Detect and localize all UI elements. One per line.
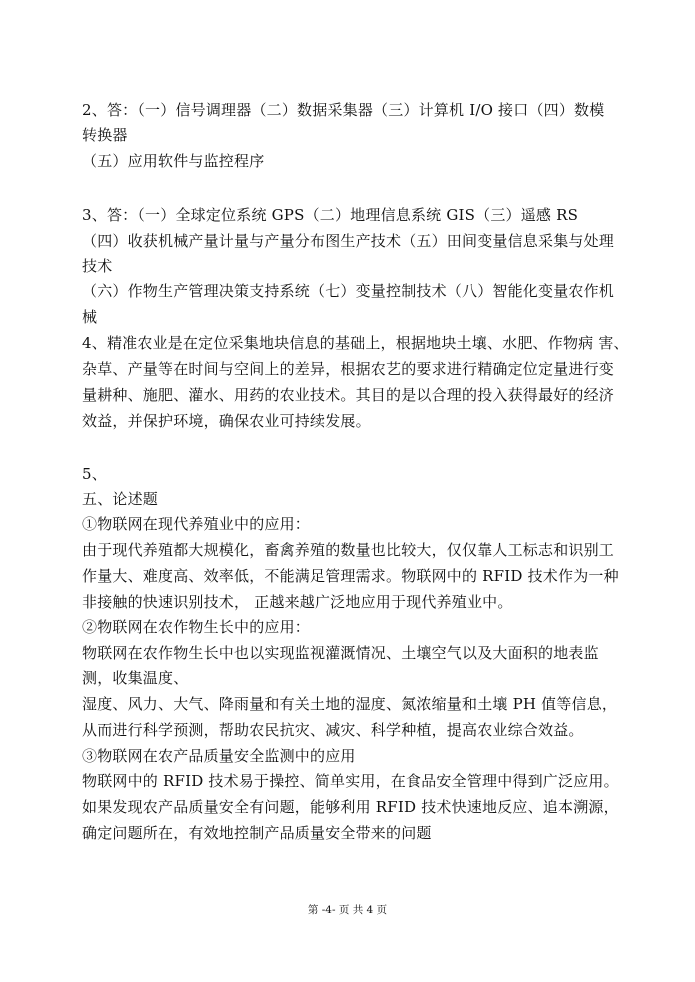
page-number-footer: 第 -4- 页 共 4 页: [307, 904, 388, 916]
text-line: 从而进行科学预测，帮助农民抗灾、减灾、科学种植，提高农业综合效益。: [82, 721, 584, 739]
text-line: 转换器: [82, 126, 128, 144]
text-line: 量耕种、施肥、灌水、用药的农业技术。其目的是以合理的投入获得最好的经济: [82, 386, 615, 404]
text-line: （四）收获机械产量计量与产量分布图生产技术（五）田间变量信息采集与处理: [82, 232, 615, 250]
text-line: 非接触的快速识别技术， 正越来越广泛地应用于现代养殖业中。: [82, 593, 513, 611]
text-line: （六）作物生产管理决策支持系统（七）变量控制技术（八）智能化变量农作机: [82, 282, 615, 300]
text-line: 2、答：（一）信号调理器（二）数据采集器（三）计算机 I/O 接口（四）数模: [82, 101, 605, 119]
subsection-heading: ③物联网在农产品质量安全监测中的应用: [82, 747, 356, 765]
text-line: （五）应用软件与监控程序: [82, 152, 265, 170]
text-line: 械: [82, 308, 98, 326]
text-line: 3、答：（一）全球定位系统 GPS（二）地理信息系统 GIS（三）遥感 RS: [82, 206, 579, 224]
text-line: 效益，并保护环境，确保农业可持续发展。: [82, 412, 371, 430]
text-line: 5、: [82, 465, 107, 483]
text-line: 由于现代养殖都大规模化，畜禽养殖的数量也比较大，仅仅靠人工标志和识别工: [82, 541, 615, 559]
text-line: 测，收集温度、: [82, 669, 189, 687]
text-line: 杂草、产量等在时间与空间上的差异，根据农艺的要求进行精确定位定量进行变: [82, 360, 615, 378]
subsection-heading: ①物联网在现代养殖业中的应用：: [82, 515, 311, 533]
text-line: 物联网在农作物生长中也以实现监视灌溉情况、土壤空气以及大面积的地表监: [82, 644, 599, 662]
text-line: 物联网中的 RFID 技术易于操控、简单实用，在食品安全管理中得到广泛应用。: [82, 772, 619, 790]
section-heading: 五、论述题: [82, 490, 159, 508]
text-line: 技术: [82, 257, 113, 275]
text-line: 如果发现农产品质量安全有问题，能够利用 RFID 技术快速地反应、追本溯源，: [82, 798, 619, 816]
text-line: 湿度、风力、大气、降雨量和有关土地的湿度、氮浓缩量和土壤 PH 值等信息，: [82, 695, 618, 713]
text-line: 作量大、难度高、效率低，不能满足管理需求。物联网中的 RFID 技术作为一种: [82, 567, 619, 585]
text-line: 4、精准农业是在定位采集地块信息的基础上，根据地块土壤、水肥、作物病 害、: [82, 334, 629, 352]
subsection-heading: ②物联网在农作物生长中的应用：: [82, 618, 311, 636]
text-line: 确定问题所在，有效地控制产品质量安全带来的问题: [82, 824, 432, 842]
